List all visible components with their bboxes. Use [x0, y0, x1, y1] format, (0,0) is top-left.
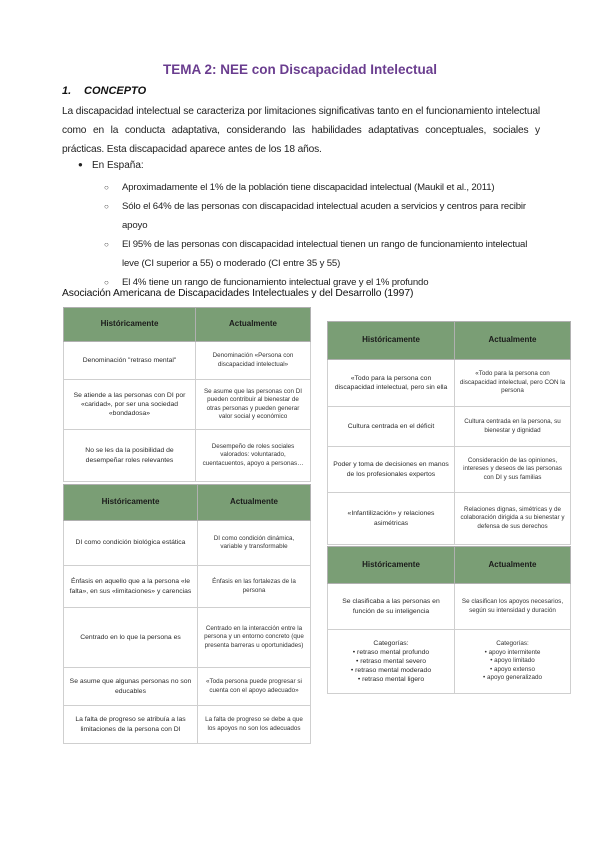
- cell-historical: No se les da la posibilidad de desempeñar roles relevantes: [64, 430, 196, 482]
- cell-historical: Énfasis en aquello que a la persona «le falta», en sus «limitaciones» y carencias: [64, 566, 198, 608]
- cell-historical: Poder y toma de decisiones en manos de los profesionales expertos: [328, 447, 455, 493]
- header-historically: Históricamente: [328, 322, 455, 360]
- cell-historical: DI como condición biológica estática: [64, 521, 198, 566]
- bullet-item: [78, 160, 144, 171]
- cell-historical: Se atiende a las personas con DI por «caridad», por ser una sociedad «bondadosa»: [64, 380, 196, 430]
- comparison-table-4: [327, 546, 571, 694]
- page-title: TEMA 2: NEE con Discapacidad Intelectual: [162, 62, 438, 77]
- sub-list-item: ○ El 4% tiene un rango de funcionamiento intelectual grave y el 1% profundo: [104, 273, 544, 292]
- cell-current: Denominación «Persona con discapacidad intelectual»: [196, 342, 311, 380]
- cell-current: Énfasis en las fortalezas de la persona: [198, 566, 311, 608]
- cell-historical: Denominación "retraso mental": [64, 342, 196, 380]
- cell-current: Centrado en la interacción entre la persona y un entorno concreto (que presenta barreras u oportunidades): [198, 608, 311, 668]
- category-item: • apoyo intermitente: [484, 648, 541, 656]
- cell-historical: Centrado en lo que la persona es: [64, 608, 198, 668]
- category-item: • apoyo extenso: [490, 665, 535, 673]
- section-heading: [62, 85, 146, 97]
- categories-historical: [328, 630, 455, 694]
- header-currently: Actualmente: [455, 322, 571, 360]
- cell-historical: «Infantilización» y relaciones asimétricas: [328, 493, 455, 545]
- header-currently: Actualmente: [196, 308, 311, 342]
- cell-historical: «Todo para la persona con discapacidad intelectual, pero sin ella: [328, 360, 455, 407]
- association-caption: Asociación Americana de Discapacidades Intelectuales y del Desarrollo (1997): [62, 288, 414, 299]
- cell-historical: Se clasificaba a las personas en función de su inteligencia: [328, 584, 455, 630]
- cell-current: Se clasifican los apoyos necesarios, según su intensidad y duración: [455, 584, 571, 630]
- cell-current: Relaciones dignas, simétricas y de colaboración dirigida a su bienestar y defensa de sus derechos: [455, 493, 571, 545]
- bullet-text: En España:: [92, 160, 144, 171]
- sub-list: [104, 178, 544, 292]
- cell-current: La falta de progreso se debe a que los apoyos no son los adecuados: [198, 706, 311, 744]
- cell-current: Se asume que las personas con DI pueden contribuir al bienestar de otras personas y pueden generar valor social y económico: [196, 380, 311, 430]
- sub-list-item: ○ El 95% de las personas con discapacidad intelectual tienen un rango de funcionamiento intelectual leve (CI superior a 55) o moderado (CI entre 35 y 55): [104, 235, 544, 273]
- cell-historical: La falta de progreso se atribuía a las limitaciones de la persona con DI: [64, 706, 198, 744]
- categories-title: Categorías:: [496, 640, 529, 648]
- category-item: • apoyo limitado: [490, 657, 535, 665]
- cell-current: Desempeño de roles sociales valorados: voluntarado, cuentacuentos, apoyo a personas…: [196, 430, 311, 482]
- categories-current: [455, 630, 571, 694]
- cell-current: «Todo para la persona con discapacidad intelectual, pero CON la persona: [455, 360, 571, 407]
- category-item: • apoyo generalizado: [483, 674, 542, 682]
- categories-title: Categorías:: [373, 639, 409, 647]
- sub-list-item: ○ Sólo el 64% de las personas con discapacidad intelectual acuden a servicios y centros para recibir apoyo: [104, 197, 544, 235]
- header-historically: Históricamente: [64, 308, 196, 342]
- cell-current: «Toda persona puede progresar si cuenta con el apoyo adecuado»: [198, 668, 311, 706]
- section-number: 1.: [62, 85, 72, 97]
- comparison-table-3: [327, 321, 571, 545]
- header-historically: Históricamente: [64, 485, 198, 521]
- category-item: • retraso mental ligero: [357, 676, 425, 684]
- cell-current: DI como condición dinámica, variable y transformable: [198, 521, 311, 566]
- cell-current: Consideración de las opiniones, intereses y deseos de las personas con DI y sus familias: [455, 447, 571, 493]
- section-title: CONCEPTO: [84, 85, 147, 97]
- header-historically: Históricamente: [328, 547, 455, 584]
- cell-historical: Se asume que algunas personas no son educables: [64, 668, 198, 706]
- header-currently: Actualmente: [455, 547, 571, 584]
- cell-historical: Cultura centrada en el déficit: [328, 407, 455, 447]
- bullet-dot-icon: ●: [78, 160, 83, 169]
- category-item: • retraso mental severo: [356, 657, 426, 665]
- category-item: • retraso mental moderado: [350, 667, 432, 675]
- category-item: • retraso mental profundo: [352, 648, 430, 656]
- cell-current: Cultura centrada en la persona, su bienestar y dignidad: [455, 407, 571, 447]
- sub-list-item: ○ Aproximadamente el 1% de la población tiene discapacidad intelectual (Maukil et al., 2011): [104, 178, 544, 197]
- comparison-table-1: [63, 307, 311, 482]
- header-currently: Actualmente: [198, 485, 311, 521]
- comparison-table-2: [63, 484, 311, 744]
- intro-paragraph: La discapacidad intelectual se caracteriza por limitaciones significativas tanto en el funcionamiento intelectual como en la conducta adaptativa, considerando las habilidades adaptativas conceptuales, sociales y prácticas. Esta discapacidad aparece antes de los 18 años.: [62, 106, 540, 155]
